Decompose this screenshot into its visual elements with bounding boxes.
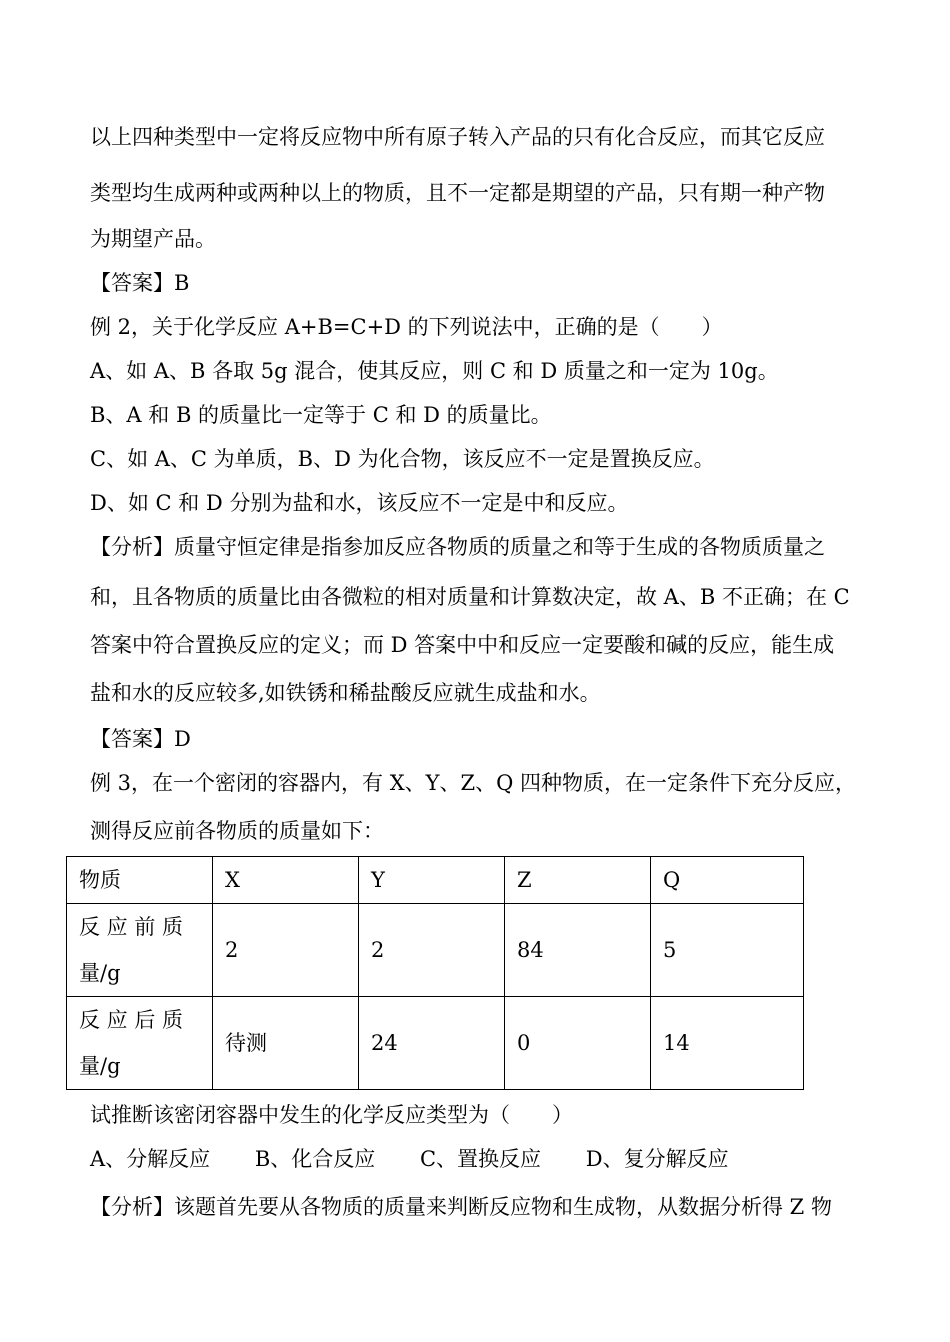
- row-label: [67, 904, 213, 997]
- table-cell: 14: [651, 997, 804, 1090]
- para-1: 以上四种类型中一定将反应物中所有原子转入产品的只有化合反应，而其它反应: [90, 125, 825, 149]
- question-after-table: 试推断该密闭容器中发生的化学反应类型为（ ）: [90, 1103, 573, 1127]
- table-row: [67, 904, 804, 997]
- table-cell: 2: [213, 904, 359, 997]
- example-3-line-1: 例 3，在一个密闭的容器内，有 X、Y、Z、Q 四种物质，在一定条件下充分反应，: [90, 771, 857, 795]
- table-cell: 5: [651, 904, 804, 997]
- choice-d: D、复分解反应: [585, 1147, 729, 1171]
- table-cell: 待测: [213, 997, 359, 1090]
- para-3: 为期望产品。: [90, 227, 216, 251]
- choice-c: C、置换反应: [419, 1147, 542, 1171]
- table-cell: 2: [359, 904, 505, 997]
- analysis-line-1: 【分析】质量守恒定律是指参加反应各物质的质量之和等于生成的各物质质量之: [90, 535, 825, 559]
- para-2: 类型均生成两种或两种以上的物质，且不一定都是期望的产品，只有期一种产物: [90, 181, 825, 205]
- analysis-line-2: 和，且各物质的质量比由各微粒的相对质量和计算数决定，故 A、B 不正确；在 C: [90, 585, 850, 609]
- option-b: B、A 和 B 的质量比一定等于 C 和 D 的质量比。: [90, 403, 552, 427]
- option-c: C、如 A、C 为单质，B、D 为化合物，该反应不一定是置换反应。: [90, 447, 715, 471]
- header-cell: Q: [651, 857, 804, 904]
- table-cell: 84: [505, 904, 651, 997]
- table-row: [67, 997, 804, 1090]
- options-row: [90, 1146, 767, 1172]
- row-label-line: 反 应 后 质: [79, 1008, 184, 1032]
- option-a: A、如 A、B 各取 5g 混合，使其反应，则 C 和 D 质量之和一定为 10g。: [90, 359, 779, 383]
- header-cell: Y: [359, 857, 505, 904]
- header-cell: Z: [505, 857, 651, 904]
- choice-b: B、化合反应: [254, 1147, 376, 1171]
- table-cell: 24: [359, 997, 505, 1090]
- row-label-line: 量/g: [79, 1054, 121, 1078]
- option-d: D、如 C 和 D 分别为盐和水，该反应不一定是中和反应。: [90, 491, 629, 515]
- row-label: [67, 997, 213, 1090]
- row-label-line: 反 应 前 质: [79, 915, 184, 939]
- table-cell: 0: [505, 997, 651, 1090]
- row-label-line: 量/g: [79, 961, 121, 985]
- header-cell: X: [213, 857, 359, 904]
- analysis-final: 【分析】该题首先要从各物质的质量来判断反应物和生成物，从数据分析得 Z 物: [90, 1195, 832, 1219]
- answer-2: 【答案】D: [90, 727, 191, 751]
- example-2-question: 例 2，关于化学反应 A+B=C+D 的下列说法中，正确的是（ ）: [90, 315, 723, 339]
- example-3-line-2: 测得反应前各物质的质量如下：: [90, 819, 384, 843]
- mass-table: [66, 856, 804, 1090]
- analysis-line-3: 答案中符合置换反应的定义；而 D 答案中中和反应一定要酸和碱的反应，能生成: [90, 633, 835, 657]
- choice-a: A、分解反应: [90, 1147, 211, 1171]
- analysis-line-4: 盐和水的反应较多,如铁锈和稀盐酸反应就生成盐和水。: [90, 681, 601, 705]
- table-header-row: [67, 857, 804, 904]
- answer-1: 【答案】B: [90, 271, 190, 295]
- header-cell: 物质: [67, 857, 213, 904]
